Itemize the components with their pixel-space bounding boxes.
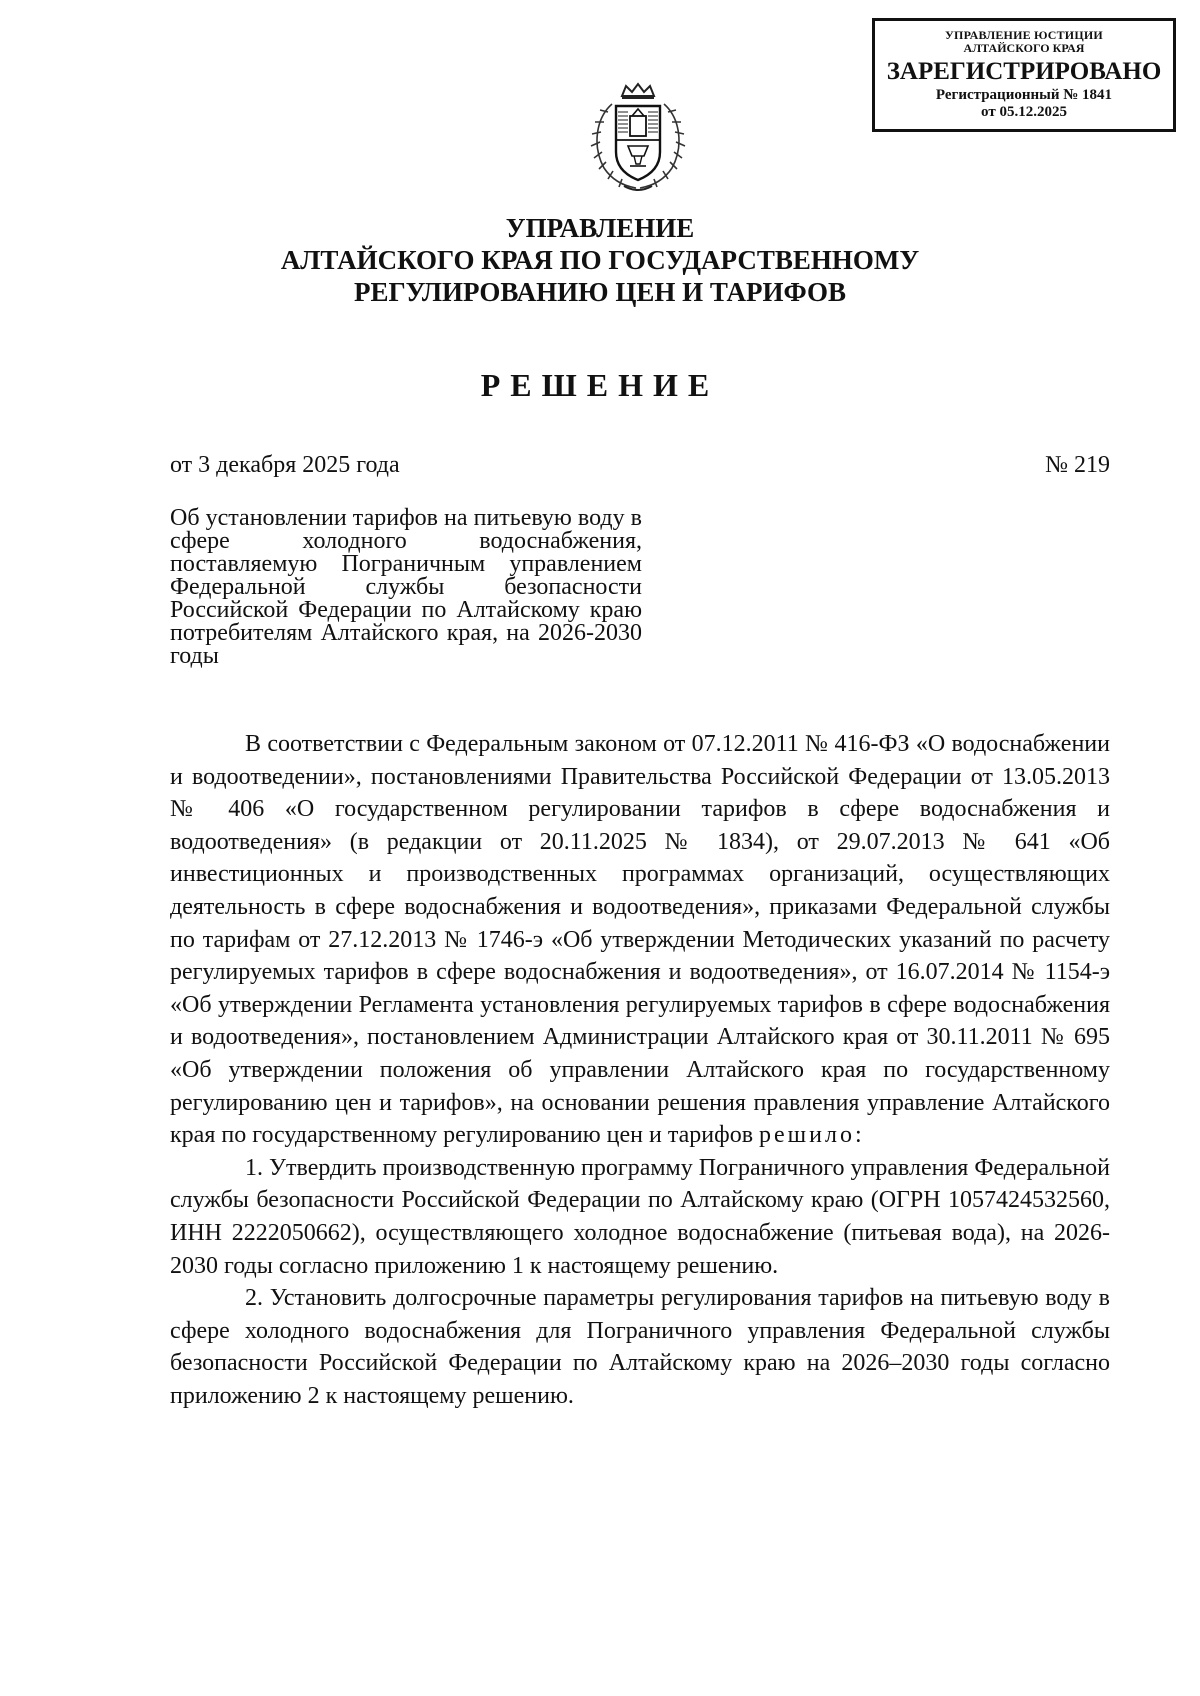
org-line-1: УПРАВЛЕНИЕ <box>505 213 695 243</box>
org-line-2: АЛТАЙСКОГО КРАЯ ПО ГОСУДАРСТВЕННОМУ <box>280 245 920 275</box>
stamp-authority-line2: АЛТАЙСКОГО КРАЯ <box>963 41 1085 55</box>
decision-subject: Об установлении тарифов на питьевую воду в сфере холодного водоснабжения, поставляемую Пограничным управлением Федеральной службы безопасности Российской Федерации по Алтайскому краю потребителям Алтайского края, на 2026-2030 годы <box>170 505 642 669</box>
stamp-reg-date: от 05.12.2025 <box>981 104 1067 120</box>
decision-number: № 219 <box>1045 452 1110 478</box>
preamble-text: В соответствии с Федеральным законом от 07.12.2011 № 416-ФЗ «О водоснабжении и водоотведении», постановлениями Правительства Российской Федерации от 13.05.2013 № 406 «О государственном регулировании тарифов в сфере водоснабжения и водоотведения» (в редакции от 20.11.2025 № 1834), от 29.07.2013 № 641 «Об инвестиционных и производственных программах организаций, осуществляющих деятельность в сфере водоснабжения и водоотведения», приказами Федеральной службы по тарифам от 27.12.2013 № 1746-э «Об утверждении Методических указаний по расчету регулируемых тарифов в сфере водоснабжения и водоотведения», от 16.07.2014 № 1154-э «Об утверждении Регламента установления регулируемых тарифов в сфере водоснабжения и водоотведения», постановлением Администрации Алтайского края от 30.11.2011 № 695 «Об утверждении положения об управлении Алтайского края по государственному регулированию цен и тарифов», на основании решения правления управление Алтайского края по государственному регулированию цен и тарифов <box>170 731 1110 1149</box>
decided-word: решило <box>759 1122 855 1149</box>
item-1-paragraph: 1. Утвердить производственную программу Пограничного управления Федеральной службы безопасности Российской Федерации по Алтайскому краю (ОГРН 1057424532560, ИНН 2222050662), осуществляющего холодное водоснабжение (питьевая вода), на 2026-2030 годы согласно приложению 1 к настоящему решению. <box>170 1154 1110 1279</box>
coat-of-arms-icon <box>578 82 698 194</box>
decision-body <box>170 728 1110 1412</box>
preamble-paragraph <box>170 728 1110 1152</box>
stamp-status: ЗАРЕГИСТРИРОВАНО <box>886 58 1162 85</box>
stamp-reg-number: Регистрационный № 1841 <box>935 87 1113 103</box>
stamp-authority-line1: УПРАВЛЕНИЕ ЮСТИЦИИ <box>945 28 1103 42</box>
document-type-title: РЕШЕНИЕ <box>480 367 720 403</box>
decision-date: от 3 декабря 2025 года <box>170 452 400 478</box>
registration-stamp <box>872 18 1176 132</box>
decided-colon: : <box>854 1122 862 1149</box>
org-line-3: РЕГУЛИРОВАНИЮ ЦЕН И ТАРИФОВ <box>353 277 847 307</box>
organization-name <box>0 212 1200 308</box>
item-2-paragraph: 2. Установить долгосрочные параметры регулирования тарифов на питьевую воду в сфере холодного водоснабжения для Пограничного управления Федеральной службы безопасности Российской Федерации по Алтайскому краю на 2026–2030 годы согласно приложению 2 к настоящему решению. <box>170 1285 1110 1409</box>
